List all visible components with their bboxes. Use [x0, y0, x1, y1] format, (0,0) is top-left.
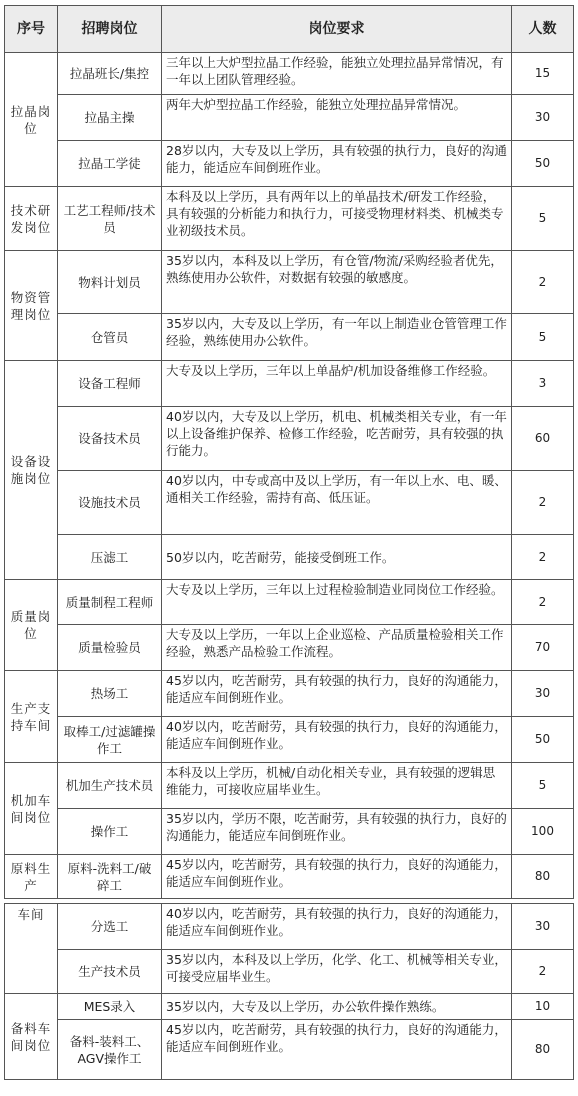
- requirement-cell: 40岁以内，吃苦耐劳，具有较强的执行力，良好的沟通能力，能适应车间倒班作业。: [162, 904, 512, 950]
- position-cell: 生产技术员: [58, 950, 162, 994]
- count-cell: 50: [512, 141, 574, 187]
- count-cell: 2: [512, 950, 574, 994]
- position-cell: 物料计划员: [58, 251, 162, 314]
- table-row: [5, 855, 574, 899]
- position-cell: 分选工: [58, 904, 162, 950]
- requirement-cell: 35岁以内，学历不限，吃苦耐劳，具有较强的执行力，良好的沟通能力，能适应车间倒班作业。: [162, 809, 512, 855]
- table-row: [5, 187, 574, 251]
- requirement-cell: 40岁以内，中专或高中及以上学历，有一年以上水、电、暖、通相关工作经验，需持有高、低压证。: [162, 471, 512, 535]
- position-cell: 原料-洗料工/破碎工: [58, 855, 162, 899]
- requirement-cell: 40岁以内，吃苦耐劳，具有较强的执行力，良好的沟通能力，能适应车间倒班作业。: [162, 717, 512, 763]
- header-seq: 序号: [5, 6, 58, 53]
- requirement-cell: 45岁以内，吃苦耐劳，具有较强的执行力，良好的沟通能力，能适应车间倒班作业。: [162, 1020, 512, 1080]
- count-cell: 2: [512, 535, 574, 580]
- requirement-cell: 大专及以上学历，三年以上单晶炉/机加设备维修工作经验。: [162, 361, 512, 407]
- count-cell: 15: [512, 53, 574, 95]
- table-row: [5, 471, 574, 535]
- requirement-cell: 35岁以内，本科及以上学历，有仓管/物流/采购经验者优先，熟练使用办公软件，对数据有较强的敏感度。: [162, 251, 512, 314]
- requirement-cell: 两年大炉型拉晶工作经验，能独立处理拉晶异常情况。: [162, 95, 512, 141]
- requirement-cell: 50岁以内，吃苦耐劳，能接受倒班工作。: [162, 535, 512, 580]
- table-row: [5, 671, 574, 717]
- requirement-cell: 35岁以内，大专及以上学历，办公软件操作熟练。: [162, 994, 512, 1020]
- position-cell: 仓管员: [58, 314, 162, 361]
- category-cell: 原料生产: [5, 855, 58, 899]
- requirement-cell: 45岁以内，吃苦耐劳，具有较强的执行力，良好的沟通能力，能适应车间倒班作业。: [162, 671, 512, 717]
- table-row: [5, 580, 574, 625]
- category-cell: 物资管理岗位: [5, 251, 58, 361]
- category-cell: 机加车间岗位: [5, 763, 58, 855]
- table-row: [5, 361, 574, 407]
- position-cell: MES录入: [58, 994, 162, 1020]
- position-cell: 压滤工: [58, 535, 162, 580]
- table-row: [5, 904, 574, 950]
- table-row: [5, 994, 574, 1020]
- position-cell: 工艺工程师/技术员: [58, 187, 162, 251]
- position-cell: 设备工程师: [58, 361, 162, 407]
- table-row: [5, 535, 574, 580]
- count-cell: 5: [512, 763, 574, 809]
- position-cell: 备料-装料工、AGV操作工: [58, 1020, 162, 1080]
- count-cell: 3: [512, 361, 574, 407]
- category-cell: 技术研发岗位: [5, 187, 58, 251]
- table-row: [5, 625, 574, 671]
- requirement-cell: 40岁以内，大专及以上学历，机电、机械类相关专业，有一年以上设备维护保养、检修工作经验，吃苦耐劳，具有较强的执行能力。: [162, 407, 512, 471]
- count-cell: 50: [512, 717, 574, 763]
- requirement-cell: 大专及以上学历，三年以上过程检验制造业同岗位工作经验。: [162, 580, 512, 625]
- position-cell: 热场工: [58, 671, 162, 717]
- requirement-cell: 大专及以上学历，一年以上企业巡检、产品质量检验相关工作经验，熟悉产品检验工作流程。: [162, 625, 512, 671]
- count-cell: 30: [512, 904, 574, 950]
- table-row: [5, 95, 574, 141]
- table-row: [5, 717, 574, 763]
- position-cell: 设备技术员: [58, 407, 162, 471]
- count-cell: 10: [512, 994, 574, 1020]
- count-cell: 5: [512, 187, 574, 251]
- requirement-cell: 本科及以上学历，机械/自动化相关专业，具有较强的逻辑思维能力，可接收应届毕业生。: [162, 763, 512, 809]
- table-row: [5, 1020, 574, 1080]
- count-cell: 30: [512, 95, 574, 141]
- requirement-cell: 35岁以内，本科及以上学历，化学、化工、机械等相关专业，可接受应届毕业生。: [162, 950, 512, 994]
- count-cell: 80: [512, 855, 574, 899]
- category-cell: 质量岗位: [5, 580, 58, 671]
- table-row: [5, 407, 574, 471]
- count-cell: 60: [512, 407, 574, 471]
- count-cell: 100: [512, 809, 574, 855]
- position-cell: 设施技术员: [58, 471, 162, 535]
- count-cell: 70: [512, 625, 574, 671]
- requirement-cell: 45岁以内，吃苦耐劳，具有较强的执行力，良好的沟通能力，能适应车间倒班作业。: [162, 855, 512, 899]
- category-cell: 拉晶岗位: [5, 53, 58, 187]
- table-row: [5, 141, 574, 187]
- position-cell: 机加生产技术员: [58, 763, 162, 809]
- table-row: [5, 809, 574, 855]
- count-cell: 2: [512, 251, 574, 314]
- table-row: [5, 950, 574, 994]
- position-cell: 质量制程工程师: [58, 580, 162, 625]
- position-cell: 操作工: [58, 809, 162, 855]
- position-cell: 拉晶工学徒: [58, 141, 162, 187]
- count-cell: 30: [512, 671, 574, 717]
- requirement-cell: 35岁以内，大专及以上学历，有一年以上制造业仓管管理工作经验，熟练使用办公软件。: [162, 314, 512, 361]
- count-cell: 2: [512, 580, 574, 625]
- header-row: [5, 6, 574, 53]
- table-row: [5, 251, 574, 314]
- requirement-cell: 三年以上大炉型拉晶工作经验，能独立处理拉晶异常情况，有一年以上团队管理经验。: [162, 53, 512, 95]
- category-cell: 车间: [5, 904, 58, 994]
- count-cell: 5: [512, 314, 574, 361]
- recruitment-table-part1: [4, 5, 574, 899]
- table-row: [5, 314, 574, 361]
- table-row: [5, 53, 574, 95]
- requirement-cell: 本科及以上学历，具有两年以上的单晶技术/研发工作经验，具有较强的分析能力和执行力，可接受物理材料类、机械类专业初级技术员。: [162, 187, 512, 251]
- table-row: [5, 763, 574, 809]
- recruitment-table-part2: [4, 903, 574, 1080]
- position-cell: 质量检验员: [58, 625, 162, 671]
- category-cell: 生产支持车间: [5, 671, 58, 763]
- category-cell: 备料车间岗位: [5, 994, 58, 1080]
- position-cell: 拉晶主操: [58, 95, 162, 141]
- count-cell: 80: [512, 1020, 574, 1080]
- position-cell: 取棒工/过滤罐操作工: [58, 717, 162, 763]
- position-cell: 拉晶班长/集控: [58, 53, 162, 95]
- count-cell: 2: [512, 471, 574, 535]
- header-requirement: 岗位要求: [162, 6, 512, 53]
- requirement-cell: 28岁以内，大专及以上学历，具有较强的执行力，良好的沟通能力，能适应车间倒班作业。: [162, 141, 512, 187]
- header-position: 招聘岗位: [58, 6, 162, 53]
- category-cell: 设备设施岗位: [5, 361, 58, 580]
- header-count: 人数: [512, 6, 574, 53]
